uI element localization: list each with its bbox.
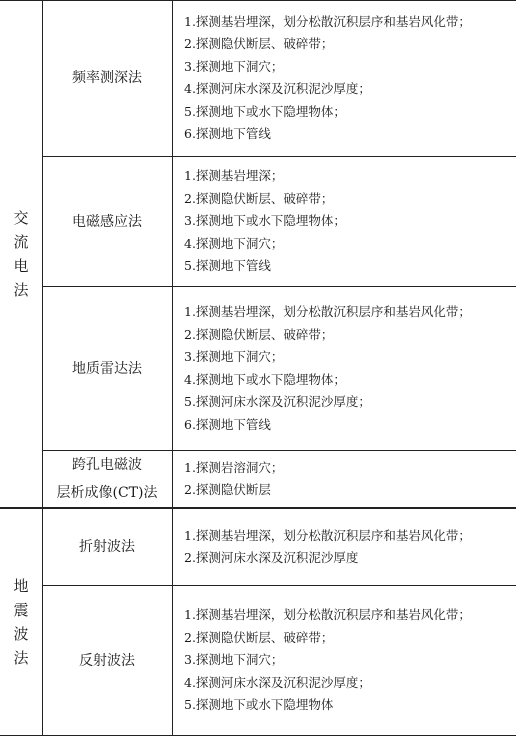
category-cell xyxy=(0,509,42,735)
application-item: 2.探测隐伏断层、破碎带； xyxy=(184,190,334,206)
method-name-cell xyxy=(42,509,172,585)
application-item: 1.探测基岩埋深； xyxy=(184,168,284,184)
application-list xyxy=(184,157,510,286)
category-cell xyxy=(0,0,42,507)
application-item: 2.探测隐伏断层、破碎带； xyxy=(184,629,334,645)
application-item: 4.探测地下洞穴； xyxy=(184,235,284,251)
category-char: 波 xyxy=(13,625,29,643)
method-name-line: 跨孔电磁波 xyxy=(72,457,142,473)
category-char: 法 xyxy=(13,649,29,667)
application-item: 4.探测地下或水下隐埋物体； xyxy=(184,371,346,387)
application-item: 2.探测隐伏断层、破碎带； xyxy=(184,36,334,51)
application-list xyxy=(184,0,510,156)
application-item: 2.探测隐伏断层、破碎带； xyxy=(184,326,334,342)
category-char: 地 xyxy=(13,577,29,595)
application-list xyxy=(184,586,510,735)
application-item: 5.探测地下或水下隐埋物体； xyxy=(184,103,346,119)
method-name-cell xyxy=(42,287,172,450)
method-name-cell xyxy=(42,157,172,286)
category-char: 电 xyxy=(13,256,29,275)
application-item: 4.探测河床水深及沉积泥沙厚度； xyxy=(184,674,371,690)
application-item: 5.探测地下管线 xyxy=(184,258,271,274)
method-name-cell xyxy=(42,586,172,735)
category-char: 交 xyxy=(13,208,29,227)
method-name-line: 层析成像(CT)法 xyxy=(56,485,158,501)
application-item: 3.探测地下洞穴； xyxy=(184,652,284,668)
method-name-cell xyxy=(42,0,172,156)
category-char: 法 xyxy=(13,280,29,299)
application-item: 5.探测河床水深及沉积泥沙厚度； xyxy=(184,394,371,409)
application-item: 3.探测地下或水下隐埋物体； xyxy=(184,213,346,229)
method-name: 折射波法 xyxy=(79,539,135,555)
application-list xyxy=(184,287,510,450)
method-name: 地质雷达法 xyxy=(72,360,142,377)
table-bottom-border xyxy=(0,735,516,736)
application-list xyxy=(184,451,510,507)
application-item: 5.探测地下或水下隐埋物体 xyxy=(184,697,334,713)
application-item: 2.探测河床水深及沉积泥沙厚度 xyxy=(184,550,359,565)
application-item: 1.探测岩溶洞穴； xyxy=(184,459,284,475)
method-name: 反射波法 xyxy=(79,652,135,669)
application-item: 6.探测地下管线 xyxy=(184,126,271,141)
application-item: 1.探测基岩埋深，划分松散沉积层序和基岩风化带； xyxy=(184,13,471,29)
method-name: 频率测深法 xyxy=(72,70,142,86)
application-item: 1.探测基岩埋深，划分松散沉积层序和基岩风化带； xyxy=(184,607,471,623)
application-item: 4.探测河床水深及沉积泥沙厚度； xyxy=(184,81,371,96)
category-char: 震 xyxy=(13,601,29,619)
method-name-cell xyxy=(42,451,172,507)
application-item: 3.探测地下洞穴； xyxy=(184,349,284,364)
method-name: 电磁感应法 xyxy=(72,213,142,230)
application-item: 1.探测基岩埋深，划分松散沉积层序和基岩风化带； xyxy=(184,527,471,543)
application-item: 3.探测地下洞穴； xyxy=(184,58,284,74)
application-item: 1.探测基岩埋深，划分松散沉积层序和基岩风化带； xyxy=(184,304,471,319)
application-item: 6.探测地下管线 xyxy=(184,416,271,432)
category-char: 流 xyxy=(13,232,29,251)
column-divider xyxy=(172,0,173,736)
application-list xyxy=(184,509,510,585)
application-item: 2.探测隐伏断层 xyxy=(184,482,271,497)
